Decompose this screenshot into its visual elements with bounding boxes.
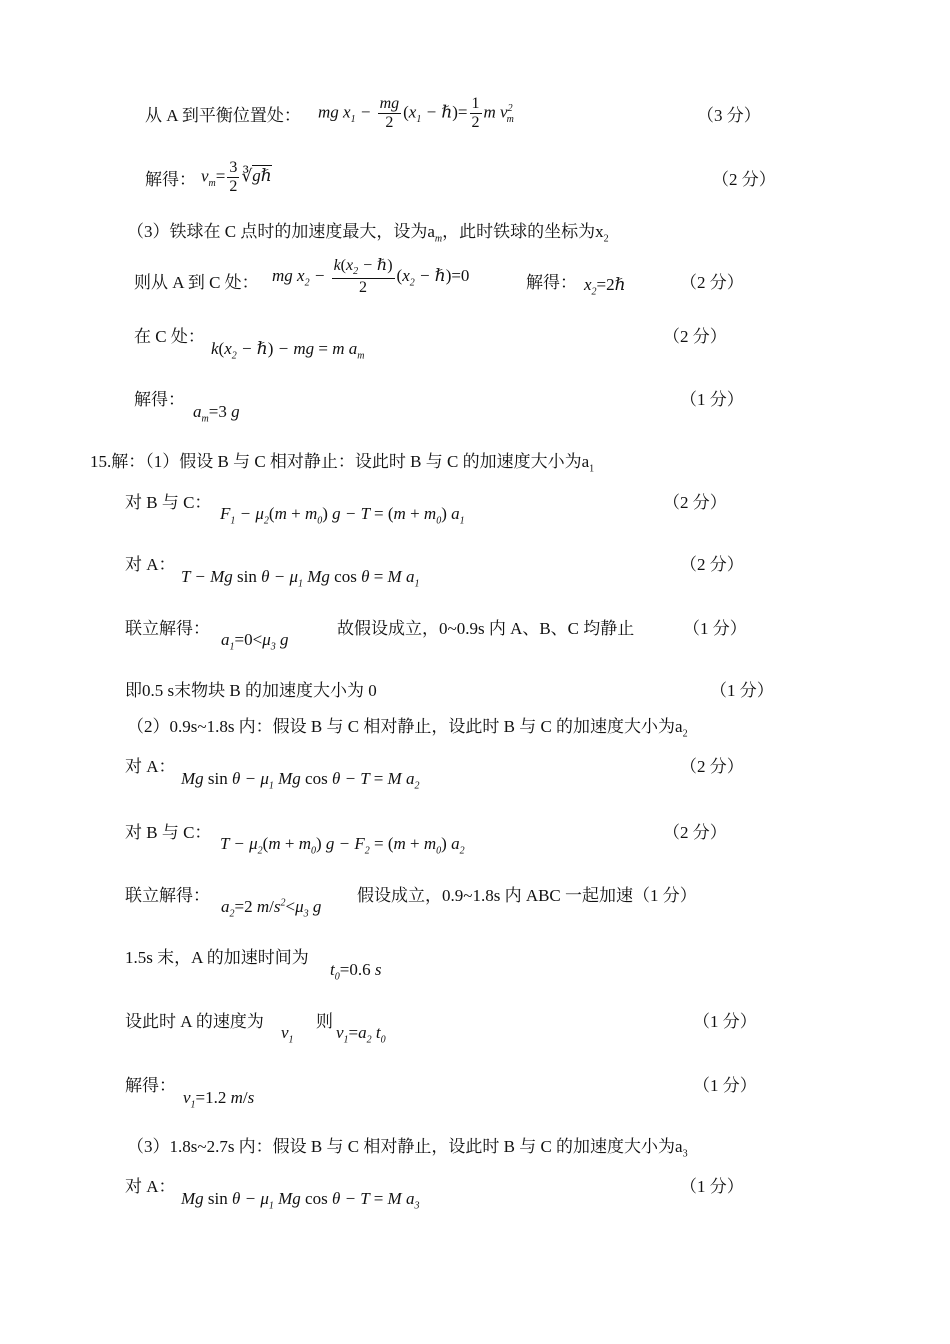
equation: $t_0=0.6$ s	[330, 960, 382, 983]
text-line: 对 B 与 C：	[125, 493, 212, 512]
text-line: 假设成立，0.9~1.8s 内 ABC 一起加速（1 分）	[357, 886, 697, 905]
text-line: 解得：	[145, 170, 196, 189]
text-line: 对 B 与 C：	[125, 823, 212, 842]
text-line: 则从 A 到 C 处：	[134, 273, 259, 292]
text-line: 从 A 到平衡位置处：	[145, 106, 301, 125]
text-line: （3）铁球在 C 点时的加速度最大，设为$a_m$，此时铁球的坐标为$x_2$	[127, 222, 609, 245]
equation: $v_m=$ $\frac{3}{2}$ ∛gℏ	[201, 159, 272, 195]
equation: $a_1=0<\mu_3$ g	[221, 630, 289, 653]
equation: $k(x_2$ − ℏ) − mg = m $a_m$	[211, 339, 365, 362]
score-label: （2 分）	[680, 555, 744, 574]
equation: Mg $\sin \theta - \mu_1$ Mg cos θ − T = M $a_3$	[181, 1189, 420, 1212]
text-line: 在 C 处：	[134, 327, 205, 346]
equation: mg $x_2$ − $\frac{k(x_2 - \hbar)}{2}$ ($x_2$ − ℏ)=0	[272, 257, 470, 297]
text-line: 联立解得：	[125, 619, 210, 638]
equation: $v_1$	[281, 1023, 294, 1046]
score-label: （1 分）	[693, 1012, 757, 1031]
equation: $a_2=2$ $m/s^2<\mu_3$ g	[221, 897, 322, 920]
text-line: 对 A：	[125, 555, 176, 574]
text-line: 即0.5 s末物块 B 的加速度大小为 0	[125, 681, 377, 700]
score-label: （2 分）	[680, 273, 744, 292]
text-line: 15.解：（1）假设 B 与 C 相对静止：设此时 B 与 C 的加速度大小为$a_1$	[90, 452, 595, 475]
text-line: （2）0.9s~1.8s 内：假设 B 与 C 相对静止，设此时 B 与 C 的加速度大小为$a_2$	[127, 717, 688, 740]
text-line: 故假设成立，0~0.9s 内 A、B、C 均静止	[337, 619, 635, 638]
equation: mg $x_1$ − $\frac{mg}{2}$ ($x_1$ − ℏ)= $\frac{1}{2}$ m $v^2_m$	[318, 95, 514, 131]
equation: $T - \mu_2(m + m_0) g - F_2 = (m + m_0)$ $a_2$	[220, 834, 465, 857]
text-line: 设此时 A 的速度为	[125, 1012, 264, 1031]
score-label: （1 分）	[680, 1177, 744, 1196]
text-line: 解得：	[125, 1076, 176, 1095]
text-line: 则	[316, 1012, 333, 1031]
equation: $x_2=2\hbar$	[584, 275, 626, 298]
text-line: 对 A：	[125, 757, 176, 776]
text-line: 解得：	[134, 390, 185, 409]
equation: $v_1=1.2$ m/s	[183, 1088, 255, 1111]
text-line: 解得：	[526, 273, 577, 292]
score-label: （1 分）	[710, 681, 774, 700]
score-label: （2 分）	[680, 757, 744, 776]
equation: T − Mg $\sin \theta - \mu_1$ Mg cos θ = M $a_1$	[181, 567, 420, 590]
text-line: 对 A：	[125, 1177, 176, 1196]
equation: $v_1=a_2$ $t_0$	[336, 1023, 386, 1046]
score-label: （2 分）	[663, 327, 727, 346]
equation: $a_m=3$ g	[193, 402, 240, 425]
score-label: （3 分）	[697, 106, 761, 125]
score-label: （2 分）	[712, 170, 776, 189]
score-label: （1 分）	[680, 390, 744, 409]
score-label: （2 分）	[663, 493, 727, 512]
equation: Mg $\sin \theta - \mu_1$ Mg cos θ − T = M $a_2$	[181, 769, 420, 792]
text-line: 1.5s 末，A 的加速时间为	[125, 948, 309, 967]
score-label: （2 分）	[663, 823, 727, 842]
score-label: （1 分）	[683, 619, 747, 638]
text-line: 联立解得：	[125, 886, 210, 905]
equation: $F_1 - \mu_2(m + m_0) g - T = (m + m_0)$ $a_1$	[220, 504, 465, 527]
text-line: （3）1.8s~2.7s 内：假设 B 与 C 相对静止，设此时 B 与 C 的加速度大小为$a_3$	[127, 1137, 688, 1160]
score-label: （1 分）	[693, 1076, 757, 1095]
